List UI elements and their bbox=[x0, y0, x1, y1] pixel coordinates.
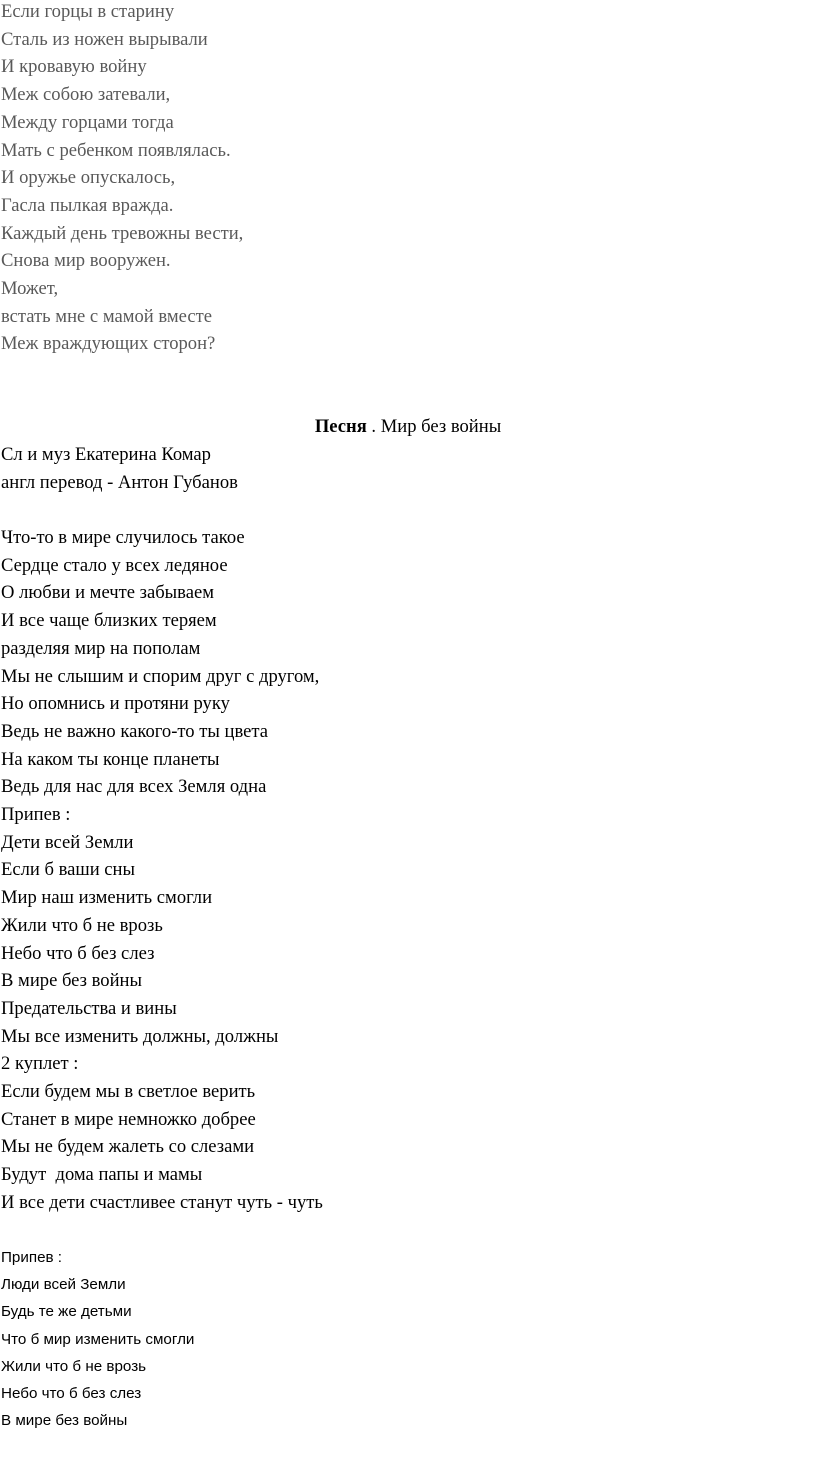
song-line: разделяя мир на пополам bbox=[1, 637, 201, 659]
song-line: В мире без войны bbox=[1, 970, 142, 992]
chorus-line: В мире без войны bbox=[1, 1412, 128, 1430]
poem-line: Может, bbox=[1, 278, 59, 300]
chorus-line: Будь те же детьми bbox=[1, 1303, 132, 1321]
poem-line: Меж враждующих сторон? bbox=[1, 333, 216, 355]
poem-line: И оружье опускалось, bbox=[1, 167, 176, 189]
song-title-rest: . Мир без войны bbox=[366, 416, 502, 437]
chorus-line: Жили что б не врозь bbox=[1, 1357, 147, 1375]
song-line: Станет в мире немножко добрее bbox=[1, 1108, 256, 1130]
song-chorus-2 bbox=[1, 1244, 194, 1434]
song-line: Сердце стало у всех ледяное bbox=[1, 554, 228, 576]
poem-line: Сталь из ножен вырывали bbox=[1, 28, 208, 50]
song-line: Мы не будем жалеть со слезами bbox=[1, 1136, 255, 1158]
song-line: Жили что б не врозь bbox=[1, 914, 163, 936]
song-line: Ведь не важно какого-то ты цвета bbox=[1, 720, 268, 742]
poem-block bbox=[1, 0, 243, 358]
poem-line: Снова мир вооружен. bbox=[1, 250, 171, 272]
song-line: Но опомнись и протяни руку bbox=[1, 693, 230, 715]
chorus-line: Что б мир изменить смогли bbox=[1, 1330, 195, 1348]
poem-line: Если горцы в старину bbox=[1, 1, 175, 22]
song-line: Предательства и вины bbox=[1, 997, 177, 1019]
song-line: О любви и мечте забываем bbox=[1, 582, 214, 604]
song-line: И все дети счастливее станут чуть - чуть bbox=[1, 1191, 323, 1213]
song-line: Припев : bbox=[1, 804, 71, 826]
song-line: Небо что б без слез bbox=[1, 942, 155, 964]
poem-line: И кровавую войну bbox=[1, 56, 147, 78]
song-line: Ведь для нас для всех Земля одна bbox=[1, 776, 267, 798]
song-line: Мы все изменить должны, должны bbox=[1, 1025, 279, 1047]
song-line: 2 куплет : bbox=[1, 1053, 79, 1075]
song-line: И все чаще близких теряем bbox=[1, 610, 217, 632]
chorus-line: Люди всей Земли bbox=[1, 1276, 126, 1294]
song-line: Мы не слышим и спорим друг с другом, bbox=[1, 665, 320, 687]
song-line: Дети всей Земли bbox=[1, 831, 134, 853]
poem-line: Мать с ребенком появлялась. bbox=[1, 139, 231, 161]
chorus-line: Небо что б без слез bbox=[1, 1385, 142, 1403]
song-credits bbox=[1, 441, 238, 496]
song-line: Если б ваши сны bbox=[1, 859, 135, 881]
song-line: Если будем мы в светлое верить bbox=[1, 1081, 256, 1103]
poem-line: встать мне с мамой вместе bbox=[1, 305, 212, 327]
song-line: Будут дома папы и мамы bbox=[1, 1164, 203, 1186]
song-verses bbox=[1, 524, 323, 1217]
song-line: Что-то в мире случилось такое bbox=[1, 527, 245, 548]
chorus-line: Припев : bbox=[1, 1249, 63, 1266]
song-title-bold: Песня bbox=[314, 416, 367, 437]
song-line: Мир наш изменить смогли bbox=[1, 887, 213, 909]
credit-line: Сл и муз Екатерина Комар bbox=[1, 444, 211, 465]
song-line: На каком ты конце планеты bbox=[1, 748, 220, 770]
poem-line: Между горцами тогда bbox=[1, 111, 174, 133]
poem-line: Каждый день тревожны вести, bbox=[1, 222, 244, 244]
poem-line: Меж собою затевали, bbox=[1, 84, 171, 106]
credit-line: англ перевод - Антон Губанов bbox=[1, 471, 238, 493]
poem-line: Гасла пылкая вражда. bbox=[1, 194, 174, 216]
song-title bbox=[0, 413, 816, 441]
